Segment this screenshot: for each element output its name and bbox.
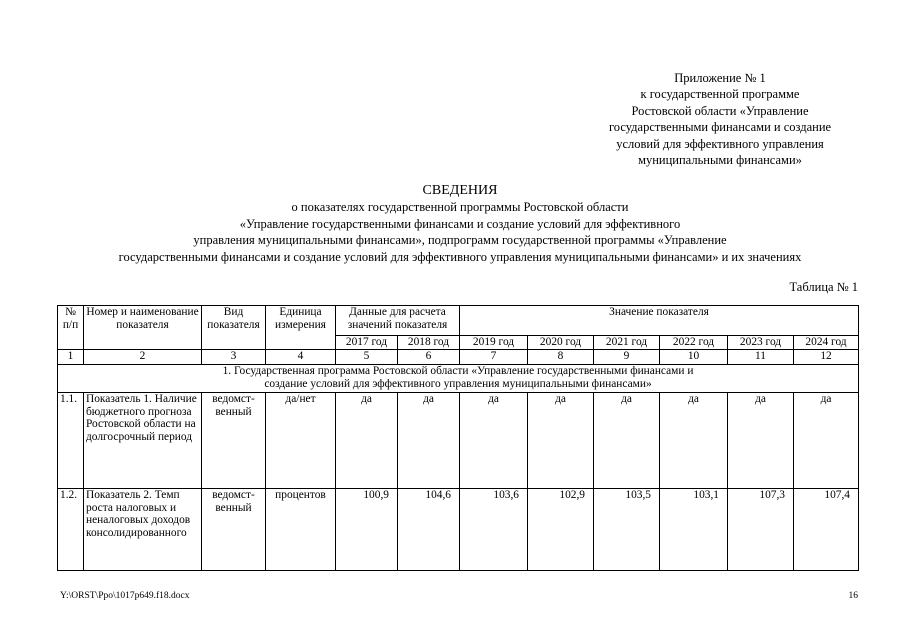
row-value: 107,4: [794, 489, 859, 571]
header-year: 2019 год: [460, 336, 528, 350]
header-year: 2024 год: [794, 336, 859, 350]
header-year: 2017 год: [336, 336, 398, 350]
annex-line: условий для эффективного управления: [616, 136, 824, 151]
header-year: 2020 год: [528, 336, 594, 350]
section-row: 1. Государственная программа Ростовской области «Управление государственными финансами и создание условий для эффективного управления муниципальными финансами»: [58, 365, 859, 393]
indicators-table: [57, 305, 859, 571]
document-title: СВЕДЕНИЯ: [422, 183, 498, 198]
annex-line: к государственной программе: [640, 87, 800, 102]
header-value-group: Значение показателя: [460, 306, 859, 336]
col-number: 3: [202, 350, 266, 365]
row-num: 1.2.: [58, 489, 84, 571]
row-name: Показатель 1. Наличие бюджетного прогноза Ростовской области на долгосрочный период: [84, 393, 202, 489]
col-number: 2: [84, 350, 202, 365]
header-year: 2018 год: [398, 336, 460, 350]
row-num: 1.1.: [58, 393, 84, 489]
page-number: 16: [848, 591, 858, 601]
row-value: 100,9: [336, 489, 398, 571]
file-path: Y:\ORST\Ppo\1017p649.f18.docx: [60, 591, 190, 601]
row-value: 103,1: [660, 489, 728, 571]
header-year: 2022 год: [660, 336, 728, 350]
row-value: да: [528, 393, 594, 489]
annex-line: Ростовской области «Управление: [631, 103, 809, 118]
col-number: 4: [266, 350, 336, 365]
row-unit: да/нет: [266, 393, 336, 489]
row-kind: ведомст-венный: [202, 393, 266, 489]
row-name: Показатель 2. Темп роста налоговых и неналоговых доходов консолидированного: [84, 489, 202, 571]
annex-block: [560, 70, 880, 168]
table-number: Таблица № 1: [789, 280, 858, 294]
annex-line: муниципальными финансами»: [638, 153, 802, 168]
heading-line: о показателях государственной программы Ростовской области: [291, 200, 629, 215]
row-kind: ведомст-венный: [202, 489, 266, 571]
col-number: 9: [594, 350, 660, 365]
table-row: [58, 393, 859, 489]
row-value: да: [594, 393, 660, 489]
col-number: 7: [460, 350, 528, 365]
col-number: 6: [398, 350, 460, 365]
row-value: да: [460, 393, 528, 489]
row-value: да: [398, 393, 460, 489]
heading-line: «Управление государственными финансами и создание условий для эффективного: [239, 216, 681, 231]
col-number: 10: [660, 350, 728, 365]
row-value: 104,6: [398, 489, 460, 571]
heading-line: управления муниципальными финансами», подпрограмм государственной программы «Управление: [193, 233, 727, 248]
col-number: 8: [528, 350, 594, 365]
row-value: да: [728, 393, 794, 489]
col-number: 1: [58, 350, 84, 365]
col-number: 11: [728, 350, 794, 365]
row-value: 103,5: [594, 489, 660, 571]
header-kind: Вид показателя: [202, 306, 266, 350]
header-name: Номер и наименование показателя: [84, 306, 202, 350]
header-unit: Единица измерения: [266, 306, 336, 350]
heading-line: государственными финансами и создание условий для эффективного управления муниципальными финансами» и их значениях: [118, 249, 802, 264]
row-value: да: [794, 393, 859, 489]
row-value: да: [660, 393, 728, 489]
header-calc-group: Данные для расчета значений показателя: [336, 306, 460, 336]
row-value: да: [336, 393, 398, 489]
annex-line: государственными финансами и создание: [608, 120, 832, 135]
row-value: 107,3: [728, 489, 794, 571]
header-year: 2023 год: [728, 336, 794, 350]
header-num: № п/п: [58, 306, 84, 350]
row-unit: процентов: [266, 489, 336, 571]
annex-line: Приложение № 1: [674, 71, 766, 85]
header-year: 2021 год: [594, 336, 660, 350]
row-value: 103,6: [460, 489, 528, 571]
table-row: [58, 489, 859, 571]
row-value: 102,9: [528, 489, 594, 571]
col-number: 12: [794, 350, 859, 365]
col-number: 5: [336, 350, 398, 365]
document-heading: [40, 183, 880, 265]
